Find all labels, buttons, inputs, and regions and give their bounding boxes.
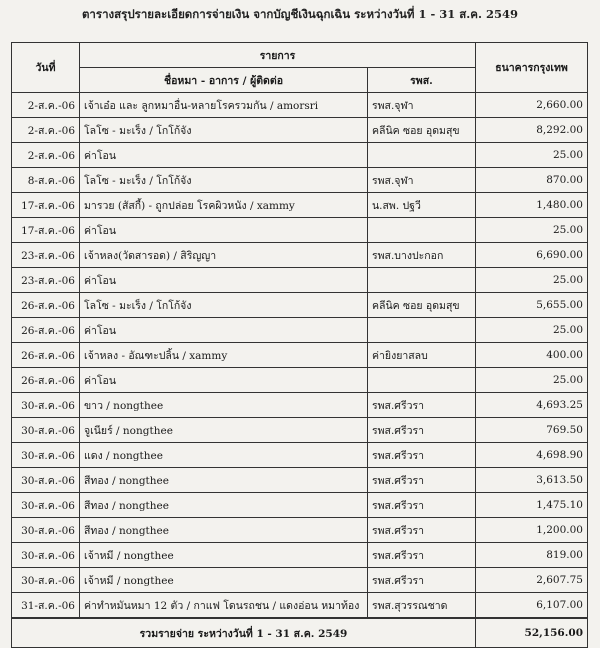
row-amount: 2,607.75 <box>476 568 588 593</box>
table-row <box>12 93 588 118</box>
row-amount: 769.50 <box>476 418 588 443</box>
table-row <box>12 393 588 418</box>
row-hospital: รพส.สุวรรณชาด <box>368 593 476 619</box>
table-row <box>12 368 588 393</box>
row-name: เจ้าหมี / nongthee <box>80 568 368 593</box>
row-hospital: รพส.ศรีวรา <box>368 543 476 568</box>
row-date: 17-ส.ค.-06 <box>12 218 80 243</box>
row-date: 30-ส.ค.-06 <box>12 518 80 543</box>
row-name: ขาว / nongthee <box>80 393 368 418</box>
table-row <box>12 568 588 593</box>
row-date: 23-ส.ค.-06 <box>12 268 80 293</box>
row-amount: 1,480.00 <box>476 193 588 218</box>
table-row <box>12 443 588 468</box>
row-hospital: คลีนิค ซอย อุดมสุข <box>368 293 476 318</box>
row-hospital: รพส.ศรีวรา <box>368 518 476 543</box>
total-value: 52,156.00 <box>476 618 588 648</box>
row-hospital: รพส.ศรีวรา <box>368 568 476 593</box>
total-row <box>12 618 588 648</box>
row-date: 30-ส.ค.-06 <box>12 443 80 468</box>
row-hospital <box>368 318 476 343</box>
row-date: 30-ส.ค.-06 <box>12 543 80 568</box>
document-title: ตารางสรุปรายละเอียดการจ่ายเงิน จากบัญชีเงินฉุกเฉิน ระหว่างวันที่ 1 - 31 ส.ค. 2549 <box>81 7 519 21</box>
expense-table <box>11 42 588 648</box>
row-date: 30-ส.ค.-06 <box>12 468 80 493</box>
row-amount: 5,655.00 <box>476 293 588 318</box>
row-name: ค่าโอน <box>80 143 368 168</box>
row-hospital: รพส.ศรีวรา <box>368 393 476 418</box>
row-amount: 819.00 <box>476 543 588 568</box>
row-name: เจ้าหมี / nongthee <box>80 543 368 568</box>
row-name: ค่าโอน <box>80 318 368 343</box>
row-name: ค่าโอน <box>80 218 368 243</box>
row-hospital: รพส.จุฬา <box>368 168 476 193</box>
table-row <box>12 318 588 343</box>
row-hospital: รพส.ศรีวรา <box>368 493 476 518</box>
row-amount: 1,475.10 <box>476 493 588 518</box>
row-amount: 6,690.00 <box>476 243 588 268</box>
row-name: ค่าโอน <box>80 368 368 393</box>
row-name: ค่าทำหมันหมา 12 ตัว / กาแฟ โดนรถชน / แดงอ่อน หมาท้อง <box>80 593 368 619</box>
row-amount: 8,292.00 <box>476 118 588 143</box>
row-amount: 25.00 <box>476 143 588 168</box>
row-name: จูเนียร์ / nongthee <box>80 418 368 443</box>
row-hospital: รพส.จุฬา <box>368 93 476 118</box>
row-name: โลโซ - มะเร็ง / โกโก้จัง <box>80 293 368 318</box>
row-amount: 25.00 <box>476 268 588 293</box>
row-date: 23-ส.ค.-06 <box>12 243 80 268</box>
row-name: โลโซ - มะเร็ง / โกโก้จัง <box>80 118 368 143</box>
table-row <box>12 468 588 493</box>
row-name: เจ้าเอ๋อ และ ลูกหมาอื่น-หลายโรครวมกัน / amorsri <box>80 93 368 118</box>
row-amount: 400.00 <box>476 343 588 368</box>
row-hospital: ค่ายิงยาสลบ <box>368 343 476 368</box>
row-date: 2-ส.ค.-06 <box>12 118 80 143</box>
row-date: 26-ส.ค.-06 <box>12 293 80 318</box>
table-row <box>12 218 588 243</box>
row-name: เจ้าหลง(วัดสารอด) / สิริญญา <box>80 243 368 268</box>
header-items: รายการ <box>80 43 476 68</box>
row-amount: 25.00 <box>476 218 588 243</box>
row-amount: 2,660.00 <box>476 93 588 118</box>
table-row <box>12 193 588 218</box>
row-hospital <box>368 268 476 293</box>
row-name: ค่าโอน <box>80 268 368 293</box>
table-row <box>12 168 588 193</box>
row-date: 30-ส.ค.-06 <box>12 493 80 518</box>
table-row <box>12 593 588 619</box>
row-date: 31-ส.ค.-06 <box>12 593 80 619</box>
header-hospital: รพส. <box>368 68 476 93</box>
row-name: สีทอง / nongthee <box>80 468 368 493</box>
table-row <box>12 518 588 543</box>
table-row <box>12 243 588 268</box>
table-row <box>12 143 588 168</box>
total-label: รวมรายจ่าย ระหว่างวันที่ 1 - 31 ส.ค. 2549 <box>12 618 476 648</box>
row-hospital: รพส.ศรีวรา <box>368 443 476 468</box>
row-hospital: น.สพ. ปฐวี <box>368 193 476 218</box>
table-row <box>12 343 588 368</box>
row-amount: 4,693.25 <box>476 393 588 418</box>
row-hospital <box>368 368 476 393</box>
row-name: สีทอง / nongthee <box>80 518 368 543</box>
row-hospital <box>368 143 476 168</box>
row-hospital: คลีนิค ซอย อุดมสุข <box>368 118 476 143</box>
row-date: 2-ส.ค.-06 <box>12 143 80 168</box>
row-amount: 6,107.00 <box>476 593 588 619</box>
table-row <box>12 118 588 143</box>
row-amount: 1,200.00 <box>476 518 588 543</box>
row-date: 17-ส.ค.-06 <box>12 193 80 218</box>
row-amount: 3,613.50 <box>476 468 588 493</box>
row-hospital: รพส.ศรีวรา <box>368 468 476 493</box>
header-name: ชื่อหมา - อาการ / ผู้ติดต่อ <box>80 68 368 93</box>
row-date: 30-ส.ค.-06 <box>12 418 80 443</box>
row-date: 30-ส.ค.-06 <box>12 568 80 593</box>
table-row <box>12 493 588 518</box>
row-date: 2-ส.ค.-06 <box>12 93 80 118</box>
row-amount: 25.00 <box>476 368 588 393</box>
row-date: 26-ส.ค.-06 <box>12 318 80 343</box>
row-date: 8-ส.ค.-06 <box>12 168 80 193</box>
row-date: 26-ส.ค.-06 <box>12 368 80 393</box>
row-amount: 870.00 <box>476 168 588 193</box>
row-date: 30-ส.ค.-06 <box>12 393 80 418</box>
header-date: วันที่ <box>12 43 80 93</box>
row-hospital <box>368 218 476 243</box>
table-row <box>12 293 588 318</box>
row-name: เจ้าหลง - อัณฑะปลิ้น / xammy <box>80 343 368 368</box>
row-amount: 4,698.90 <box>476 443 588 468</box>
table-body <box>12 93 588 619</box>
table-row <box>12 418 588 443</box>
table-row <box>12 543 588 568</box>
row-amount: 25.00 <box>476 318 588 343</box>
header-bank: ธนาคารกรุงเทพ <box>476 43 588 93</box>
row-hospital: รพส.ศรีวรา <box>368 418 476 443</box>
row-name: มารวย (สัสกี้) - ถูกปล่อย โรคผิวหนัง / xammy <box>80 193 368 218</box>
row-date: 26-ส.ค.-06 <box>12 343 80 368</box>
row-name: สีทอง / nongthee <box>80 493 368 518</box>
row-name: แดง / nongthee <box>80 443 368 468</box>
row-name: โลโซ - มะเร็ง / โกโก้จัง <box>80 168 368 193</box>
table-row <box>12 268 588 293</box>
row-hospital: รพส.บางปะกอก <box>368 243 476 268</box>
